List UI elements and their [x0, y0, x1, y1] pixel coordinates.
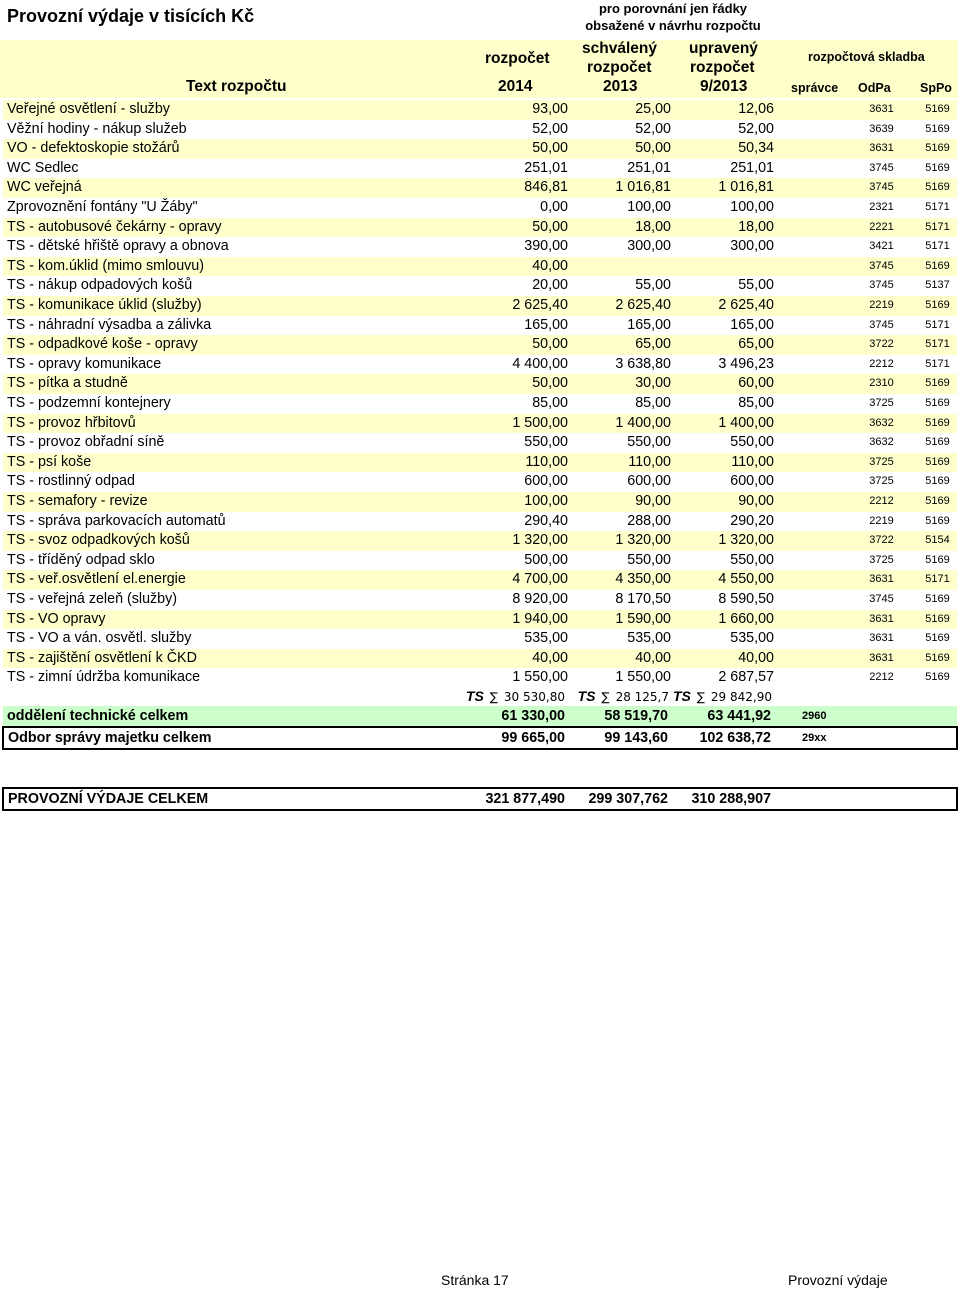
row-approved-2013: 1 550,00: [615, 669, 671, 686]
row-adjusted: 300,00: [730, 238, 774, 255]
row-adjusted: 165,00: [730, 316, 774, 333]
row-sppo: 5169: [925, 514, 950, 527]
table-row: [3, 512, 957, 532]
row-adjusted: 1 320,00: [718, 532, 774, 549]
table-row: [3, 335, 957, 355]
footer-section: Provozní výdaje: [788, 1272, 888, 1288]
row-approved-2013: 25,00: [635, 101, 671, 117]
row-adjusted: 65,00: [738, 336, 774, 353]
row-text: TS - dětské hřiště opravy a obnova: [7, 238, 229, 255]
col-budget-2014-label: rozpočet: [485, 50, 550, 67]
row-sppo: 5171: [925, 338, 950, 351]
row-text: VO - defektoskopie stožárů: [7, 140, 180, 157]
row-approved-2013: 90,00: [635, 493, 671, 509]
department-total-label: oddělení technické celkem: [7, 708, 189, 724]
row-sppo: 5137: [925, 279, 950, 292]
row-approved-2013: 550,00: [627, 551, 671, 568]
row-text: TS - opravy komunikace: [7, 355, 162, 372]
department-total-spravce: 2960: [802, 710, 827, 722]
row-odpa: 2221: [869, 220, 894, 233]
row-odpa: 3745: [869, 318, 894, 331]
odbor-total-adjusted: 102 638,72: [699, 730, 771, 746]
row-budget-2014: 390,00: [524, 238, 568, 255]
row-sppo: 5171: [925, 357, 950, 370]
row-sppo: 5169: [925, 455, 950, 468]
table-row: [3, 414, 957, 434]
ts-sum-adjusted: TS ∑ 29 842,90: [672, 688, 772, 704]
row-text: TS - komunikace úklid (služby): [7, 297, 202, 313]
row-sppo: 5169: [925, 671, 950, 684]
row-approved-2013: 288,00: [627, 512, 671, 529]
table-row: [3, 629, 957, 649]
row-sppo: 5169: [925, 475, 950, 488]
row-budget-2014: 4 400,00: [512, 355, 568, 372]
row-odpa: 3632: [869, 416, 894, 429]
table-row: [3, 570, 957, 590]
row-budget-2014: 290,40: [524, 512, 568, 529]
row-text: TS - svoz odpadkových košů: [7, 532, 190, 549]
row-sppo: 5169: [925, 377, 950, 390]
ts-sum-2014: TS ∑ 30 530,80: [465, 688, 565, 704]
department-total-2013: 58 519,70: [604, 708, 668, 724]
col-adjusted-label2: rozpočet: [690, 59, 755, 76]
row-adjusted: 40,00: [738, 649, 774, 666]
row-sppo: 5169: [925, 416, 950, 429]
row-text: TS - veř.osvětlení el.energie: [7, 571, 186, 588]
department-total-row: [3, 706, 957, 726]
row-adjusted: 90,00: [738, 493, 774, 509]
table-row: [3, 237, 957, 257]
row-odpa: 3725: [869, 397, 894, 409]
grand-total-2014: 321 877,490: [485, 791, 565, 807]
row-odpa: 3722: [869, 534, 894, 547]
row-budget-2014: 1 500,00: [512, 414, 568, 431]
row-odpa: 3745: [869, 593, 894, 605]
row-adjusted: 3 496,23: [718, 355, 774, 372]
row-approved-2013: 550,00: [627, 434, 671, 451]
row-adjusted: 550,00: [730, 434, 774, 451]
row-sppo: 5171: [925, 240, 950, 253]
row-sppo: 5169: [925, 259, 950, 272]
row-budget-2014: 1 320,00: [512, 532, 568, 549]
row-adjusted: 8 590,50: [718, 591, 774, 607]
grand-total-adjusted: 310 288,907: [691, 791, 771, 807]
col-approved-2013-label1: schválený: [582, 40, 657, 57]
row-budget-2014: 1 940,00: [512, 610, 568, 627]
row-budget-2014: 50,00: [532, 218, 568, 235]
row-budget-2014: 93,00: [532, 101, 568, 117]
row-sppo: 5169: [925, 495, 950, 507]
page-number: Stránka 17: [441, 1272, 509, 1288]
row-odpa: 3725: [869, 553, 894, 566]
row-sppo: 5169: [925, 553, 950, 566]
table-row: [3, 610, 957, 630]
table-row: [3, 649, 957, 669]
row-budget-2014: 50,00: [532, 140, 568, 157]
row-sppo: 5169: [925, 651, 950, 664]
table-row: [3, 159, 957, 179]
table-row: [3, 551, 957, 571]
row-approved-2013: 1 400,00: [615, 414, 671, 431]
row-adjusted: 50,34: [738, 140, 774, 157]
row-budget-2014: 85,00: [532, 395, 568, 411]
row-odpa: 2219: [869, 299, 894, 311]
table-row: [3, 355, 957, 375]
row-odpa: 3631: [869, 103, 894, 115]
row-text: TS - provoz obřadní síně: [7, 434, 165, 451]
row-text: TS - VO a ván. osvětl. služby: [7, 630, 192, 647]
row-budget-2014: 251,01: [524, 159, 568, 176]
table-row: [3, 120, 957, 140]
row-odpa: 3725: [869, 475, 894, 488]
row-adjusted: 2 625,40: [718, 297, 774, 313]
row-budget-2014: 2 625,40: [512, 297, 568, 313]
odbor-total-label: Odbor správy majetku celkem: [8, 730, 212, 746]
row-budget-2014: 100,00: [524, 493, 568, 509]
row-odpa: 2219: [869, 514, 894, 527]
row-odpa: 2212: [869, 357, 894, 370]
row-odpa: 3745: [869, 259, 894, 272]
row-sppo: 5154: [925, 534, 950, 547]
table-row: [3, 374, 957, 394]
spravce-header: správce: [791, 81, 839, 95]
row-odpa: 3745: [869, 161, 894, 174]
row-odpa: 3631: [869, 612, 894, 625]
row-adjusted: 251,01: [730, 159, 774, 176]
row-approved-2013: 1 016,81: [615, 179, 671, 196]
row-odpa: 2212: [869, 671, 894, 684]
row-approved-2013: 600,00: [627, 473, 671, 490]
row-odpa: 3639: [869, 122, 894, 135]
row-sppo: 5171: [925, 220, 950, 233]
row-adjusted: 12,06: [738, 101, 774, 117]
row-adjusted: 550,00: [730, 551, 774, 568]
row-odpa: 3631: [869, 632, 894, 645]
text-column-header: Text rozpočtu: [186, 78, 287, 95]
row-text: TS - správa parkovacích automatů: [7, 512, 226, 529]
row-budget-2014: 165,00: [524, 316, 568, 333]
row-approved-2013: 3 638,80: [615, 355, 671, 372]
table-row: [3, 472, 957, 492]
row-sppo: 5171: [925, 573, 950, 586]
ts-sums-row: [0, 685, 960, 706]
row-odpa: 3631: [869, 651, 894, 664]
row-adjusted: 2 687,57: [718, 669, 774, 686]
row-adjusted: 55,00: [738, 277, 774, 294]
row-sppo: 5169: [925, 436, 950, 449]
row-adjusted: 1 660,00: [718, 610, 774, 627]
row-text: TS - tříděný odpad sklo: [7, 551, 155, 568]
department-total-adjusted: 63 441,92: [707, 708, 771, 724]
table-row: [3, 100, 957, 120]
row-sppo: 5171: [925, 318, 950, 331]
row-text: TS - podzemní kontejnery: [7, 395, 171, 411]
table-row: [3, 198, 957, 218]
department-total-2014: 61 330,00: [501, 708, 565, 724]
row-approved-2013: 85,00: [635, 395, 671, 411]
row-approved-2013: 100,00: [627, 199, 671, 215]
row-adjusted: 1 400,00: [718, 414, 774, 431]
row-odpa: 3745: [869, 279, 894, 292]
table-row: [3, 590, 957, 610]
row-sppo: 5169: [925, 161, 950, 174]
table-row: [3, 316, 957, 336]
col-approved-2013-year: 2013: [603, 78, 638, 95]
table-header: [0, 40, 958, 98]
col-adjusted-period: 9/2013: [700, 78, 748, 95]
row-adjusted: 290,20: [730, 512, 774, 529]
row-adjusted: 100,00: [730, 199, 774, 215]
row-approved-2013: 535,00: [627, 630, 671, 647]
row-approved-2013: 1 320,00: [615, 532, 671, 549]
row-adjusted: 18,00: [738, 218, 774, 235]
row-odpa: 3725: [869, 455, 894, 468]
row-sppo: 5169: [925, 397, 950, 409]
col-approved-2013-label2: rozpočet: [587, 59, 652, 76]
grand-total-row: [2, 787, 958, 811]
row-text: TS - psí koše: [7, 453, 92, 470]
row-adjusted: 60,00: [738, 375, 774, 392]
row-budget-2014: 535,00: [524, 630, 568, 647]
odbor-total-2013: 99 143,60: [604, 730, 668, 746]
grand-total-2013: 299 307,762: [588, 791, 668, 807]
row-odpa: 3631: [869, 573, 894, 586]
row-budget-2014: 40,00: [532, 257, 568, 274]
row-text: TS - autobusové čekárny - opravy: [7, 218, 222, 235]
grand-total-label: PROVOZNÍ VÝDAJE CELKEM: [8, 791, 209, 807]
row-budget-2014: 50,00: [532, 336, 568, 353]
row-adjusted: 52,00: [738, 120, 774, 137]
row-odpa: 2321: [869, 201, 894, 213]
row-odpa: 3421: [869, 240, 894, 253]
row-approved-2013: 251,01: [627, 159, 671, 176]
row-approved-2013: 55,00: [635, 277, 671, 294]
table-row: [3, 296, 957, 316]
row-approved-2013: 2 625,40: [615, 297, 671, 313]
odbor-total-row: [2, 726, 958, 750]
row-sppo: 5169: [925, 103, 950, 115]
row-approved-2013: 52,00: [635, 120, 671, 137]
row-odpa: 3722: [869, 338, 894, 351]
comparison-note: pro porovnání jen řádky obsažené v návrhu rozpočtu: [585, 1, 761, 33]
row-text: WC veřejná: [7, 179, 82, 196]
table-row: [3, 276, 957, 296]
row-text: TS - rostlinný odpad: [7, 473, 135, 490]
row-approved-2013: 18,00: [635, 218, 671, 235]
row-text: TS - zajištění osvětlení k ČKD: [7, 649, 197, 666]
row-text: TS - náhradní výsadba a zálivka: [7, 316, 212, 333]
odbor-total-spravce: 29xx: [802, 732, 827, 744]
row-text: TS - semafory - revize: [7, 493, 148, 509]
row-sppo: 5169: [925, 632, 950, 645]
row-sppo: 5169: [925, 593, 950, 605]
table-row: [3, 433, 957, 453]
row-budget-2014: 550,00: [524, 434, 568, 451]
row-budget-2014: 500,00: [524, 551, 568, 568]
row-approved-2013: 1 590,00: [615, 610, 671, 627]
row-approved-2013: 300,00: [627, 238, 671, 255]
row-approved-2013: 65,00: [635, 336, 671, 353]
row-odpa: 2310: [869, 377, 894, 390]
table-row: [3, 257, 957, 277]
row-text: Veřejné osvětlení - služby: [7, 101, 170, 117]
row-approved-2013: 110,00: [628, 453, 671, 470]
row-text: TS - odpadkové koše - opravy: [7, 336, 198, 353]
table-row: [3, 394, 957, 414]
row-adjusted: 535,00: [730, 630, 774, 647]
table-row: [3, 178, 957, 198]
row-budget-2014: 1 550,00: [512, 669, 568, 686]
row-approved-2013: 8 170,50: [615, 591, 671, 607]
odpa-header: OdPa: [858, 81, 891, 95]
page-title: Provozní výdaje v tisících Kč: [7, 6, 255, 26]
row-text: TS - kom.úklid (mimo smlouvu): [7, 257, 205, 274]
row-approved-2013: 30,00: [635, 375, 671, 392]
row-sppo: 5169: [925, 299, 950, 311]
row-budget-2014: 600,00: [524, 473, 568, 490]
odbor-total-2014: 99 665,00: [501, 730, 565, 746]
row-text: TS - zimní údržba komunikace: [7, 669, 201, 686]
row-odpa: 2212: [869, 495, 894, 507]
row-odpa: 3632: [869, 436, 894, 449]
table-row: [3, 453, 957, 473]
row-text: TS - nákup odpadových košů: [7, 277, 193, 294]
row-approved-2013: 4 350,00: [615, 571, 671, 588]
row-text: TS - VO opravy: [7, 610, 106, 627]
row-budget-2014: 0,00: [540, 199, 568, 215]
row-budget-2014: 52,00: [532, 120, 568, 137]
row-adjusted: 600,00: [730, 473, 774, 490]
row-adjusted: 85,00: [738, 395, 774, 411]
row-budget-2014: 8 920,00: [512, 591, 568, 607]
row-budget-2014: 846,81: [524, 179, 568, 196]
row-budget-2014: 110,00: [525, 453, 568, 470]
row-odpa: 3745: [869, 181, 894, 194]
sppo-header: SpPo: [920, 81, 952, 95]
ts-sum-2013: TS ∑ 28 125,7: [577, 688, 669, 704]
row-adjusted: 110,00: [731, 453, 774, 470]
col-adjusted-label1: upravený: [689, 40, 758, 57]
budget-structure-label: rozpočtová skladba: [808, 50, 925, 64]
row-text: TS - pítka a studně: [7, 375, 128, 392]
row-text: Věžní hodiny - nákup služeb: [7, 120, 187, 137]
row-sppo: 5169: [925, 142, 950, 155]
row-adjusted: 4 550,00: [718, 571, 774, 588]
row-approved-2013: 50,00: [635, 140, 671, 157]
row-sppo: 5171: [925, 201, 950, 213]
row-text: Zprovoznění fontány "U Žáby": [7, 199, 198, 215]
row-text: WC Sedlec: [7, 159, 79, 176]
row-budget-2014: 40,00: [532, 649, 568, 666]
table-row: [3, 492, 957, 512]
row-sppo: 5169: [925, 122, 950, 135]
row-sppo: 5169: [925, 181, 950, 194]
row-adjusted: 1 016,81: [718, 179, 774, 196]
row-budget-2014: 50,00: [532, 375, 568, 392]
table-row: [3, 531, 957, 551]
row-approved-2013: 40,00: [635, 649, 671, 666]
row-text: TS - veřejná zeleň (služby): [7, 591, 178, 607]
row-budget-2014: 20,00: [532, 277, 568, 294]
table-row: [3, 139, 957, 159]
col-budget-2014-year: 2014: [498, 78, 533, 95]
row-sppo: 5169: [925, 612, 950, 625]
table-row: [3, 218, 957, 238]
row-odpa: 3631: [869, 142, 894, 155]
row-budget-2014: 4 700,00: [512, 571, 568, 588]
row-approved-2013: 165,00: [627, 316, 671, 333]
row-text: TS - provoz hřbitovů: [7, 414, 136, 431]
